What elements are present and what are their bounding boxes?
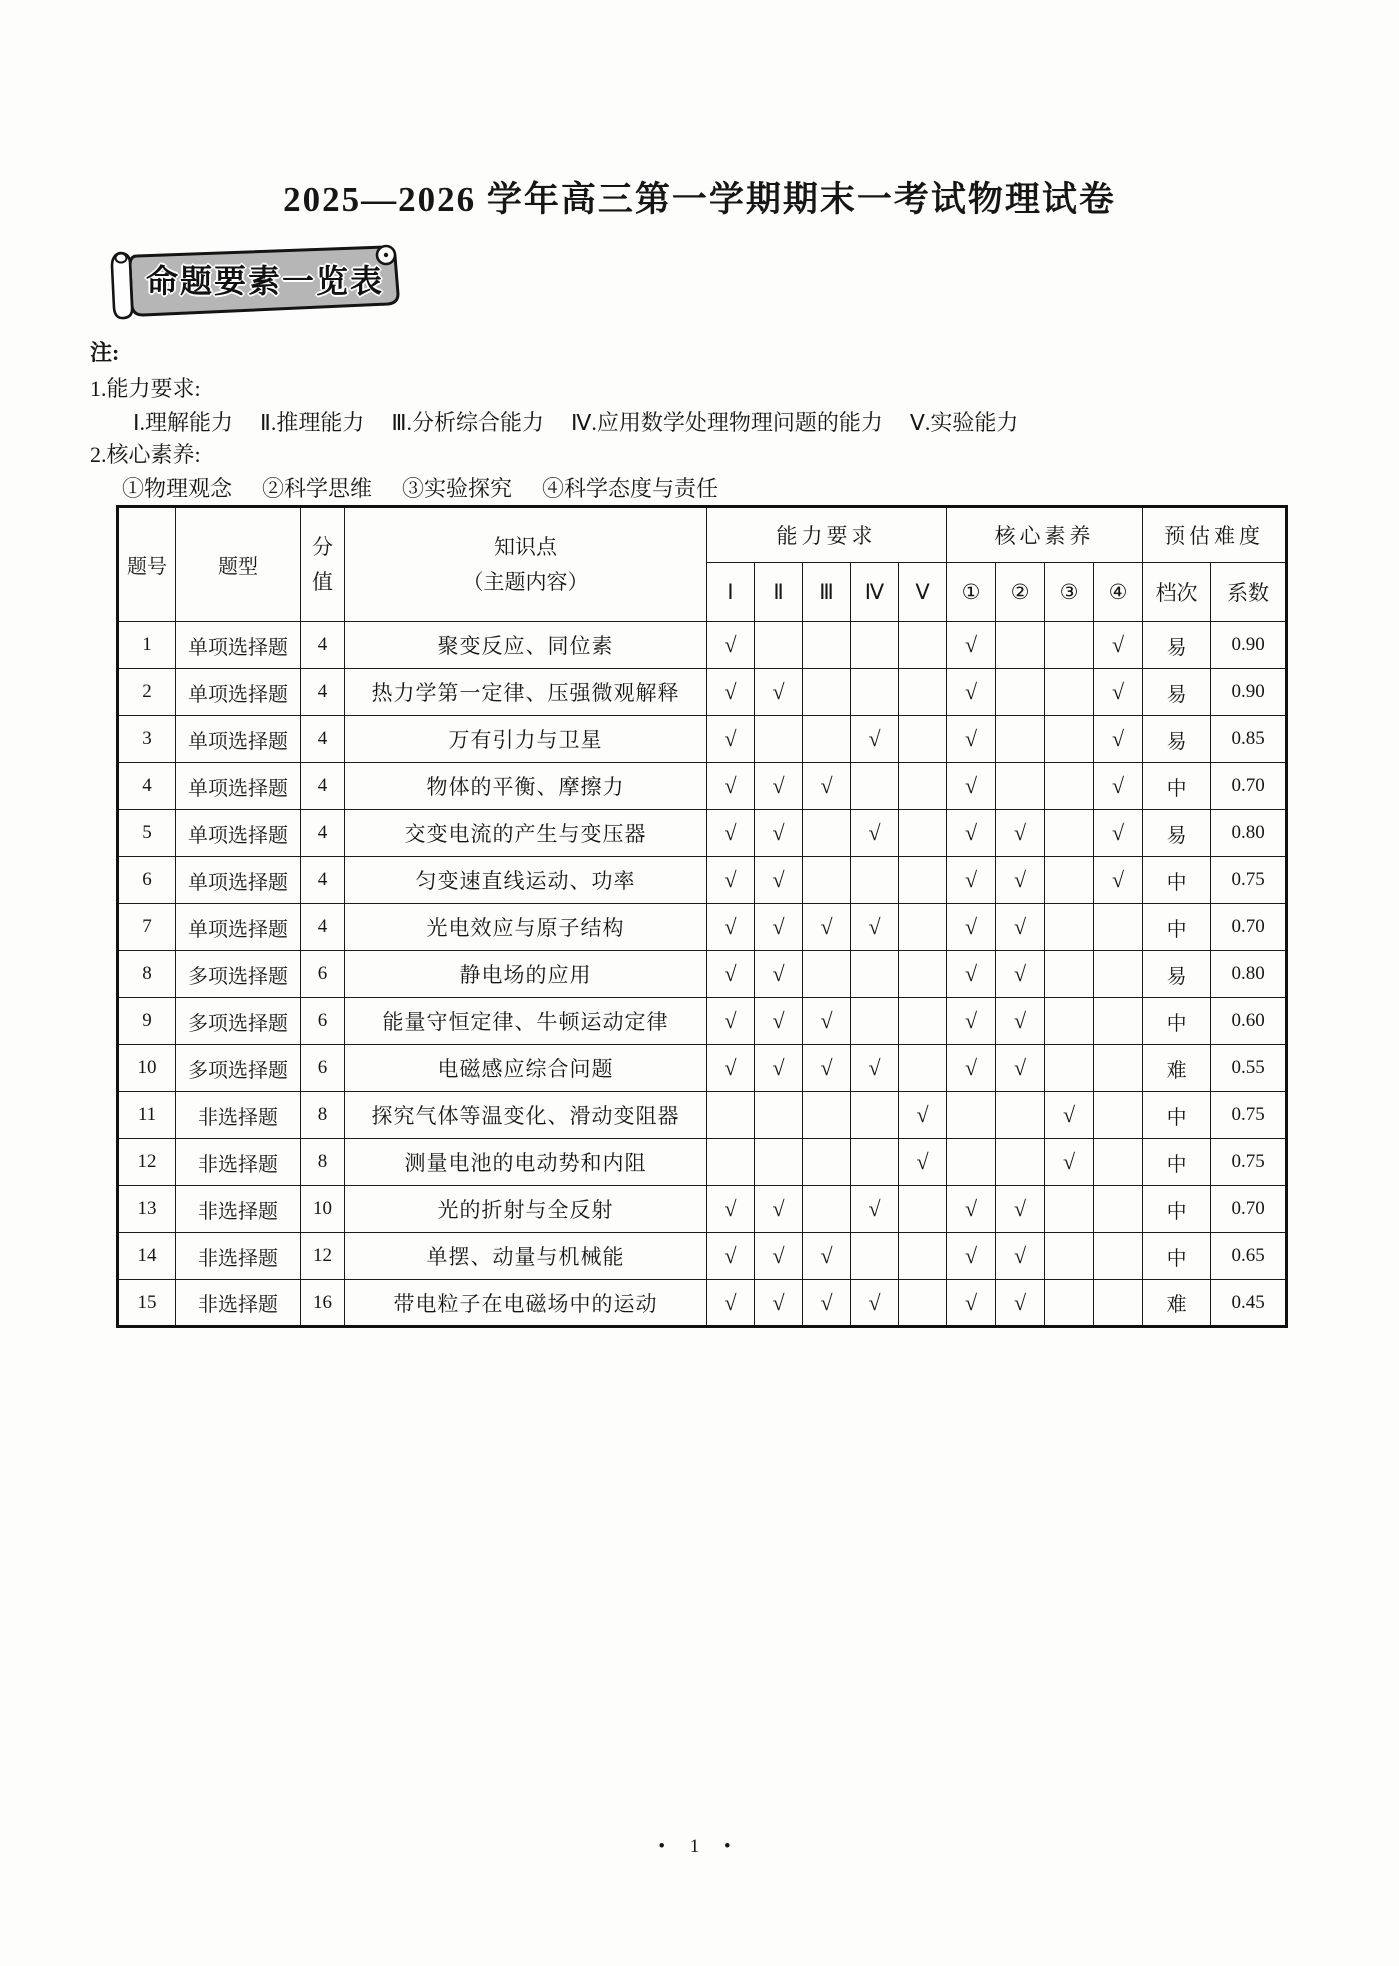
cell-qtype: 非选择题 — [176, 1186, 301, 1233]
cell-ability-2-check: √ — [755, 763, 803, 810]
cell-literacy-2-check — [996, 716, 1045, 763]
cell-ability-5-check — [899, 763, 947, 810]
cell-ability-5-check — [899, 857, 947, 904]
spec-table-container — [116, 505, 1288, 1328]
cell-ability-5-check — [899, 951, 947, 998]
cell-knowledge: 光的折射与全反射 — [345, 1186, 707, 1233]
cell-ability-1-check: √ — [707, 622, 755, 669]
table-row — [118, 1280, 1287, 1327]
table-row — [118, 716, 1287, 763]
cell-ability-5-check: √ — [899, 1092, 947, 1139]
cell-ability-2-check — [755, 1139, 803, 1186]
cell-literacy-4-check: √ — [1094, 763, 1143, 810]
cell-literacy-2-check: √ — [996, 951, 1045, 998]
cell-literacy-1-check: √ — [947, 1233, 996, 1280]
cell-qnum: 9 — [118, 998, 176, 1045]
cell-coef: 0.80 — [1211, 951, 1287, 998]
cell-literacy-3-check — [1045, 904, 1094, 951]
cell-level: 中 — [1143, 1233, 1211, 1280]
cell-ability-1-check: √ — [707, 904, 755, 951]
subcol-ability-1: Ⅰ — [707, 563, 755, 622]
cell-ability-4-check: √ — [851, 1280, 899, 1327]
cell-knowledge: 电磁感应综合问题 — [345, 1045, 707, 1092]
cell-ability-4-check: √ — [851, 810, 899, 857]
cell-coef: 0.60 — [1211, 998, 1287, 1045]
cell-knowledge: 探究气体等温变化、滑动变阻器 — [345, 1092, 707, 1139]
cell-knowledge: 静电场的应用 — [345, 951, 707, 998]
cell-level: 中 — [1143, 1139, 1211, 1186]
cell-coef: 0.70 — [1211, 904, 1287, 951]
cell-literacy-1-check: √ — [947, 904, 996, 951]
cell-ability-2-check — [755, 716, 803, 763]
cell-ability-2-check — [755, 1092, 803, 1139]
note-ability-heading: 1.能力要求: — [90, 376, 201, 401]
table-row — [118, 857, 1287, 904]
subcol-literacy-4: ④ — [1094, 563, 1143, 622]
cell-ability-2-check: √ — [755, 810, 803, 857]
cell-points: 8 — [301, 1139, 345, 1186]
cell-ability-2-check: √ — [755, 904, 803, 951]
cell-ability-3-check: √ — [803, 904, 851, 951]
cell-points: 6 — [301, 998, 345, 1045]
cell-literacy-1-check: √ — [947, 1186, 996, 1233]
cell-literacy-2-check: √ — [996, 1233, 1045, 1280]
cell-knowledge: 测量电池的电动势和内阻 — [345, 1139, 707, 1186]
cell-literacy-4-check — [1094, 904, 1143, 951]
cell-ability-1-check: √ — [707, 1045, 755, 1092]
cell-literacy-1-check — [947, 1139, 996, 1186]
cell-qtype: 非选择题 — [176, 1233, 301, 1280]
notes-label: 注: — [90, 340, 120, 365]
cell-ability-4-check: √ — [851, 716, 899, 763]
cell-level: 易 — [1143, 669, 1211, 716]
cell-knowledge: 万有引力与卫星 — [345, 716, 707, 763]
cell-ability-1-check: √ — [707, 716, 755, 763]
cell-literacy-4-check: √ — [1094, 810, 1143, 857]
cell-points: 4 — [301, 763, 345, 810]
points-header-line2: 值 — [312, 569, 333, 594]
subcol-ability-4: Ⅳ — [851, 563, 899, 622]
cell-literacy-1-check: √ — [947, 622, 996, 669]
cell-qtype: 多项选择题 — [176, 1045, 301, 1092]
cell-ability-2-check: √ — [755, 1045, 803, 1092]
cell-ability-3-check — [803, 716, 851, 763]
cell-literacy-1-check: √ — [947, 951, 996, 998]
cell-points: 4 — [301, 716, 345, 763]
cell-literacy-2-check — [996, 1092, 1045, 1139]
cell-points: 6 — [301, 951, 345, 998]
cell-ability-4-check — [851, 857, 899, 904]
note-ability-items — [133, 406, 1045, 437]
subcol-ability-5: Ⅴ — [899, 563, 947, 622]
cell-ability-3-check: √ — [803, 1233, 851, 1280]
table-row — [118, 1186, 1287, 1233]
cell-literacy-3-check — [1045, 669, 1094, 716]
cell-ability-4-check — [851, 998, 899, 1045]
cell-coef: 0.75 — [1211, 857, 1287, 904]
cell-coef: 0.85 — [1211, 716, 1287, 763]
table-row — [118, 1092, 1287, 1139]
cell-coef: 0.65 — [1211, 1233, 1287, 1280]
cell-literacy-4-check — [1094, 951, 1143, 998]
note-item: ②科学思维 — [262, 476, 373, 501]
cell-literacy-3-check: √ — [1045, 1139, 1094, 1186]
cell-knowledge: 热力学第一定律、压强微观解释 — [345, 669, 707, 716]
cell-literacy-2-check — [996, 1139, 1045, 1186]
cell-qnum: 11 — [118, 1092, 176, 1139]
cell-literacy-1-check: √ — [947, 763, 996, 810]
cell-points: 16 — [301, 1280, 345, 1327]
cell-qnum: 7 — [118, 904, 176, 951]
cell-qtype: 单项选择题 — [176, 763, 301, 810]
cell-ability-3-check — [803, 622, 851, 669]
cell-coef: 0.75 — [1211, 1139, 1287, 1186]
cell-ability-3-check — [803, 857, 851, 904]
page-title: 2025—2026 学年高三第一学期期末一考试物理试卷 — [283, 180, 1116, 219]
spec-table — [116, 505, 1288, 1328]
cell-ability-1-check: √ — [707, 763, 755, 810]
cell-literacy-1-check: √ — [947, 810, 996, 857]
cell-points: 10 — [301, 1186, 345, 1233]
cell-points: 12 — [301, 1233, 345, 1280]
cell-literacy-2-check: √ — [996, 1280, 1045, 1327]
cell-ability-5-check: √ — [899, 1139, 947, 1186]
group-header-literacy: 核心素养 — [947, 507, 1143, 563]
cell-literacy-3-check — [1045, 716, 1094, 763]
cell-ability-4-check — [851, 951, 899, 998]
cell-ability-2-check: √ — [755, 669, 803, 716]
cell-coef: 0.70 — [1211, 1186, 1287, 1233]
cell-literacy-2-check — [996, 622, 1045, 669]
cell-literacy-4-check — [1094, 1092, 1143, 1139]
cell-qtype: 多项选择题 — [176, 951, 301, 998]
cell-literacy-4-check: √ — [1094, 622, 1143, 669]
cell-ability-2-check: √ — [755, 857, 803, 904]
cell-qnum: 14 — [118, 1233, 176, 1280]
cell-level: 中 — [1143, 763, 1211, 810]
subcol-literacy-3: ③ — [1045, 563, 1094, 622]
cell-level: 难 — [1143, 1045, 1211, 1092]
cell-level: 中 — [1143, 904, 1211, 951]
cell-level: 难 — [1143, 1280, 1211, 1327]
cell-literacy-2-check: √ — [996, 904, 1045, 951]
banner-title: 命题要素一览表 — [145, 263, 384, 299]
cell-qnum: 10 — [118, 1045, 176, 1092]
cell-literacy-1-check — [947, 1092, 996, 1139]
cell-ability-3-check — [803, 669, 851, 716]
table-row — [118, 951, 1287, 998]
cell-literacy-2-check: √ — [996, 1186, 1045, 1233]
cell-qtype: 单项选择题 — [176, 810, 301, 857]
col-header-qtype: 题型 — [176, 507, 301, 622]
cell-knowledge: 匀变速直线运动、功率 — [345, 857, 707, 904]
cell-literacy-4-check — [1094, 998, 1143, 1045]
cell-ability-3-check: √ — [803, 998, 851, 1045]
table-row — [118, 1139, 1287, 1186]
note-item: Ⅱ.推理能力 — [260, 410, 365, 435]
cell-ability-3-check — [803, 810, 851, 857]
cell-ability-5-check — [899, 716, 947, 763]
cell-qnum: 5 — [118, 810, 176, 857]
cell-knowledge: 聚变反应、同位素 — [345, 622, 707, 669]
note-item: Ⅲ.分析综合能力 — [391, 410, 545, 435]
cell-ability-5-check — [899, 669, 947, 716]
cell-ability-4-check — [851, 763, 899, 810]
cell-literacy-1-check: √ — [947, 1280, 996, 1327]
cell-literacy-3-check — [1045, 763, 1094, 810]
cell-ability-4-check — [851, 1233, 899, 1280]
cell-knowledge: 物体的平衡、摩擦力 — [345, 763, 707, 810]
cell-literacy-2-check: √ — [996, 857, 1045, 904]
cell-literacy-3-check — [1045, 998, 1094, 1045]
cell-literacy-3-check — [1045, 1280, 1094, 1327]
table-row — [118, 622, 1287, 669]
cell-ability-5-check — [899, 810, 947, 857]
note-item: ①物理观念 — [122, 476, 233, 501]
cell-literacy-3-check — [1045, 951, 1094, 998]
cell-points: 4 — [301, 810, 345, 857]
cell-level: 易 — [1143, 716, 1211, 763]
cell-coef: 0.90 — [1211, 622, 1287, 669]
cell-qtype: 单项选择题 — [176, 716, 301, 763]
col-header-points — [301, 507, 345, 622]
cell-knowledge: 单摆、动量与机械能 — [345, 1233, 707, 1280]
knowledge-header-line1: 知识点 — [494, 534, 557, 559]
cell-ability-2-check: √ — [755, 998, 803, 1045]
cell-literacy-2-check: √ — [996, 998, 1045, 1045]
note-item: ③实验探究 — [402, 476, 513, 501]
cell-literacy-3-check — [1045, 857, 1094, 904]
cell-qnum: 4 — [118, 763, 176, 810]
cell-knowledge: 能量守恒定律、牛顿运动定律 — [345, 998, 707, 1045]
cell-level: 中 — [1143, 857, 1211, 904]
cell-ability-4-check — [851, 669, 899, 716]
cell-ability-5-check — [899, 1045, 947, 1092]
cell-qtype: 单项选择题 — [176, 904, 301, 951]
note-item: Ⅳ.应用数学处理物理问题的能力 — [571, 410, 883, 435]
cell-ability-5-check — [899, 1186, 947, 1233]
cell-qtype: 非选择题 — [176, 1280, 301, 1327]
cell-ability-5-check — [899, 998, 947, 1045]
cell-literacy-4-check — [1094, 1233, 1143, 1280]
cell-coef: 0.45 — [1211, 1280, 1287, 1327]
table-row — [118, 1233, 1287, 1280]
subcol-ability-2: Ⅱ — [755, 563, 803, 622]
cell-ability-3-check — [803, 1092, 851, 1139]
table-row — [118, 904, 1287, 951]
cell-ability-4-check: √ — [851, 1045, 899, 1092]
cell-literacy-2-check: √ — [996, 1045, 1045, 1092]
cell-ability-2-check — [755, 622, 803, 669]
cell-qtype: 单项选择题 — [176, 669, 301, 716]
table-row — [118, 763, 1287, 810]
cell-ability-2-check: √ — [755, 1280, 803, 1327]
cell-ability-5-check — [899, 622, 947, 669]
cell-ability-2-check: √ — [755, 1186, 803, 1233]
cell-qtype: 非选择题 — [176, 1092, 301, 1139]
cell-ability-1-check: √ — [707, 1186, 755, 1233]
cell-ability-1-check — [707, 1139, 755, 1186]
cell-qnum: 13 — [118, 1186, 176, 1233]
cell-coef: 0.75 — [1211, 1092, 1287, 1139]
cell-literacy-1-check: √ — [947, 998, 996, 1045]
cell-ability-5-check — [899, 904, 947, 951]
subcol-coef: 系数 — [1211, 563, 1287, 622]
banner-scroll — [103, 240, 423, 326]
cell-coef: 0.70 — [1211, 763, 1287, 810]
cell-ability-3-check — [803, 1139, 851, 1186]
cell-literacy-4-check — [1094, 1139, 1143, 1186]
cell-ability-4-check: √ — [851, 1186, 899, 1233]
cell-ability-2-check: √ — [755, 1233, 803, 1280]
cell-ability-3-check — [803, 1186, 851, 1233]
cell-ability-1-check: √ — [707, 1233, 755, 1280]
cell-qnum: 1 — [118, 622, 176, 669]
cell-literacy-1-check: √ — [947, 716, 996, 763]
subcol-literacy-2: ② — [996, 563, 1045, 622]
cell-ability-4-check — [851, 622, 899, 669]
cell-qnum: 15 — [118, 1280, 176, 1327]
knowledge-header-line2: （主题内容） — [462, 569, 589, 594]
cell-literacy-4-check — [1094, 1186, 1143, 1233]
table-row — [118, 998, 1287, 1045]
group-header-difficulty: 预估难度 — [1143, 507, 1287, 563]
cell-knowledge: 光电效应与原子结构 — [345, 904, 707, 951]
cell-literacy-4-check — [1094, 1280, 1143, 1327]
cell-literacy-2-check — [996, 669, 1045, 716]
cell-knowledge: 带电粒子在电磁场中的运动 — [345, 1280, 707, 1327]
subcol-level: 档次 — [1143, 563, 1211, 622]
cell-literacy-1-check: √ — [947, 857, 996, 904]
cell-points: 8 — [301, 1092, 345, 1139]
cell-ability-2-check: √ — [755, 951, 803, 998]
table-row — [118, 810, 1287, 857]
cell-points: 4 — [301, 622, 345, 669]
cell-coef: 0.80 — [1211, 810, 1287, 857]
cell-qtype: 非选择题 — [176, 1139, 301, 1186]
cell-knowledge: 交变电流的产生与变压器 — [345, 810, 707, 857]
cell-qnum: 12 — [118, 1139, 176, 1186]
cell-literacy-4-check — [1094, 1045, 1143, 1092]
points-header-line1: 分 — [312, 534, 333, 559]
cell-qnum: 2 — [118, 669, 176, 716]
cell-literacy-1-check: √ — [947, 1045, 996, 1092]
note-item: Ⅴ.实验能力 — [909, 410, 1019, 435]
cell-ability-1-check: √ — [707, 810, 755, 857]
cell-level: 中 — [1143, 1092, 1211, 1139]
cell-ability-1-check — [707, 1092, 755, 1139]
col-header-knowledge — [345, 507, 707, 622]
cell-qtype: 单项选择题 — [176, 622, 301, 669]
cell-literacy-4-check: √ — [1094, 716, 1143, 763]
cell-level: 易 — [1143, 951, 1211, 998]
subcol-ability-3: Ⅲ — [803, 563, 851, 622]
cell-ability-3-check: √ — [803, 1280, 851, 1327]
cell-ability-1-check: √ — [707, 998, 755, 1045]
subcol-literacy-1: ① — [947, 563, 996, 622]
cell-ability-1-check: √ — [707, 669, 755, 716]
note-item: ④科学态度与责任 — [542, 476, 719, 501]
cell-level: 中 — [1143, 998, 1211, 1045]
cell-literacy-3-check — [1045, 622, 1094, 669]
cell-coef: 0.55 — [1211, 1045, 1287, 1092]
cell-literacy-3-check — [1045, 810, 1094, 857]
cell-literacy-3-check — [1045, 1045, 1094, 1092]
cell-ability-4-check — [851, 1139, 899, 1186]
note-literacy-items — [122, 472, 748, 503]
cell-literacy-3-check — [1045, 1233, 1094, 1280]
cell-ability-4-check: √ — [851, 904, 899, 951]
group-header-ability: 能力要求 — [707, 507, 947, 563]
note-literacy-heading: 2.核心素养: — [90, 442, 201, 467]
cell-coef: 0.90 — [1211, 669, 1287, 716]
cell-ability-3-check: √ — [803, 763, 851, 810]
cell-literacy-1-check: √ — [947, 669, 996, 716]
cell-qnum: 3 — [118, 716, 176, 763]
cell-literacy-4-check: √ — [1094, 669, 1143, 716]
cell-literacy-4-check: √ — [1094, 857, 1143, 904]
cell-ability-1-check: √ — [707, 1280, 755, 1327]
cell-points: 4 — [301, 857, 345, 904]
cell-ability-1-check: √ — [707, 951, 755, 998]
cell-ability-3-check — [803, 951, 851, 998]
cell-qnum: 6 — [118, 857, 176, 904]
cell-literacy-2-check — [996, 763, 1045, 810]
cell-ability-1-check: √ — [707, 857, 755, 904]
table-row — [118, 669, 1287, 716]
cell-points: 4 — [301, 904, 345, 951]
table-row — [118, 1045, 1287, 1092]
page-number: • 1 • — [658, 1836, 741, 1857]
cell-qtype: 多项选择题 — [176, 998, 301, 1045]
cell-literacy-2-check: √ — [996, 810, 1045, 857]
cell-ability-4-check — [851, 1092, 899, 1139]
cell-points: 4 — [301, 669, 345, 716]
cell-qtype: 单项选择题 — [176, 857, 301, 904]
cell-points: 6 — [301, 1045, 345, 1092]
cell-ability-3-check: √ — [803, 1045, 851, 1092]
cell-level: 易 — [1143, 810, 1211, 857]
note-item: Ⅰ.理解能力 — [133, 410, 233, 435]
cell-literacy-3-check — [1045, 1186, 1094, 1233]
col-header-qnum: 题号 — [118, 507, 176, 622]
cell-qnum: 8 — [118, 951, 176, 998]
cell-level: 中 — [1143, 1186, 1211, 1233]
cell-literacy-3-check: √ — [1045, 1092, 1094, 1139]
cell-ability-5-check — [899, 1233, 947, 1280]
cell-level: 易 — [1143, 622, 1211, 669]
cell-ability-5-check — [899, 1280, 947, 1327]
